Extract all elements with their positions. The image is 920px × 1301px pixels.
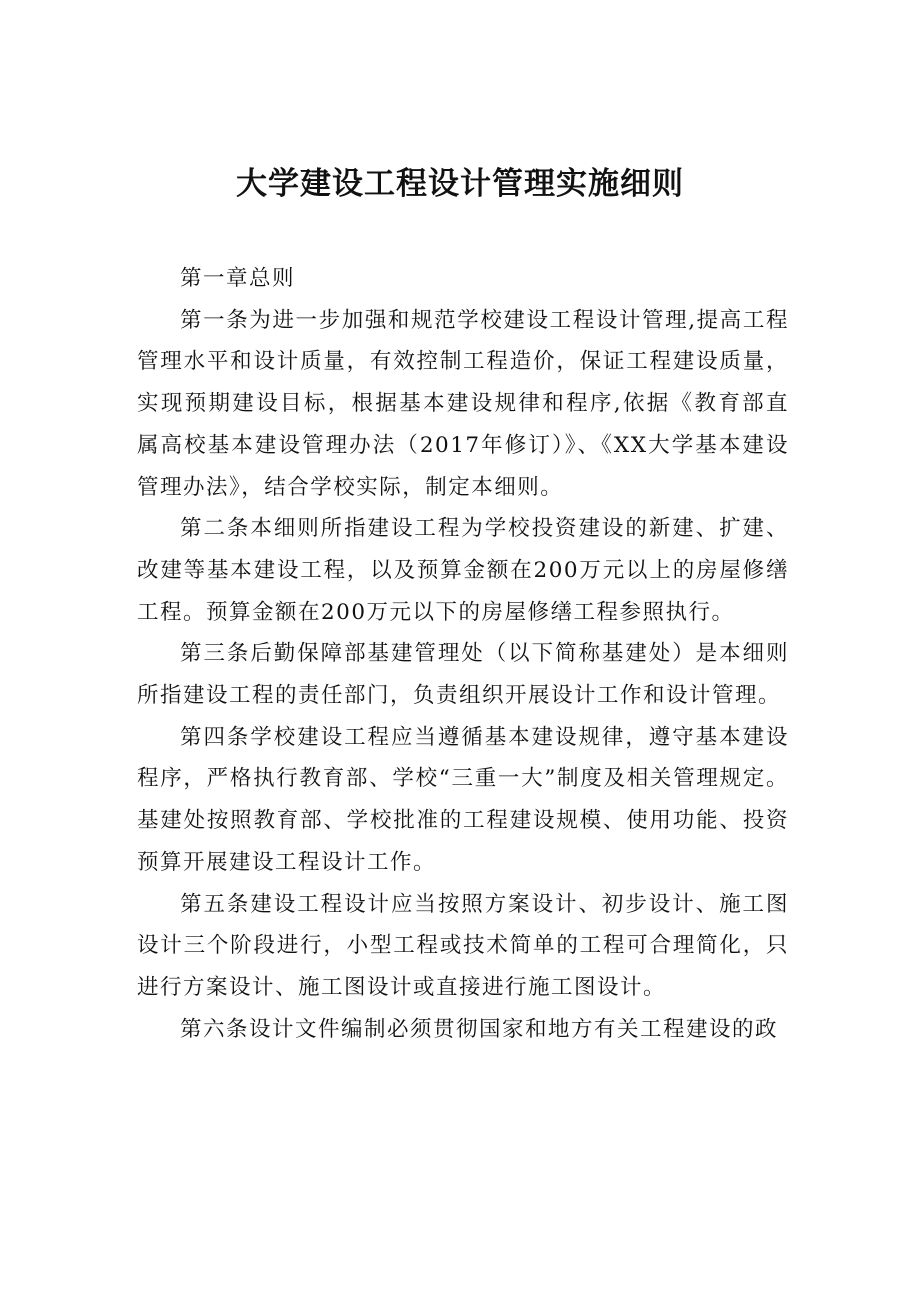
chapter-heading: 第一章总则 [180, 266, 296, 291]
article-6-paragraph: 第六条设计文件编制必须贯彻国家和地方有关工程建设的政 [180, 1016, 779, 1042]
document-body [137, 258, 789, 1050]
article-2-paragraph: 第二条本细则所指建设工程为学校投资建设的新建、扩建、改建等基本建设工程，以及预算金额在200万元以上的房屋修缮工程。预算金额在200万元以下的房屋修缮工程参照执行。 [137, 516, 789, 625]
article-1-paragraph: 第一条为进一步加强和规范学校建设工程设计管理,提高工程管理水平和设计质量，有效控制工程造价，保证工程建设质量，实现预期建设目标，根据基本建设规律和程序,依据《教育部直属高校基本建设管理办法（2017年修订）》、《XX大学基本建设管理办法》，结合学校实际，制定本细则。 [137, 307, 789, 500]
article-5-paragraph: 第五条建设工程设计应当按照方案设计、初步设计、施工图设计三个阶段进行，小型工程或技术简单的工程可合理简化，只进行方案设计、施工图设计或直接进行施工图设计。 [137, 891, 789, 1000]
document-title: 大学建设工程设计管理实施细则 [236, 166, 684, 202]
article-4-paragraph: 第四条学校建设工程应当遵循基本建设规律，遵守基本建设程序，严格执行教育部、学校“三重一大”制度及相关管理规定。基建处按照教育部、学校批准的工程建设规模、使用功能、投资预算开展建设工程设计工作。 [137, 724, 789, 875]
article-3-paragraph: 第三条后勤保障部基建管理处（以下简称基建处）是本细则所指建设工程的责任部门，负责组织开展设计工作和设计管理。 [137, 641, 789, 709]
